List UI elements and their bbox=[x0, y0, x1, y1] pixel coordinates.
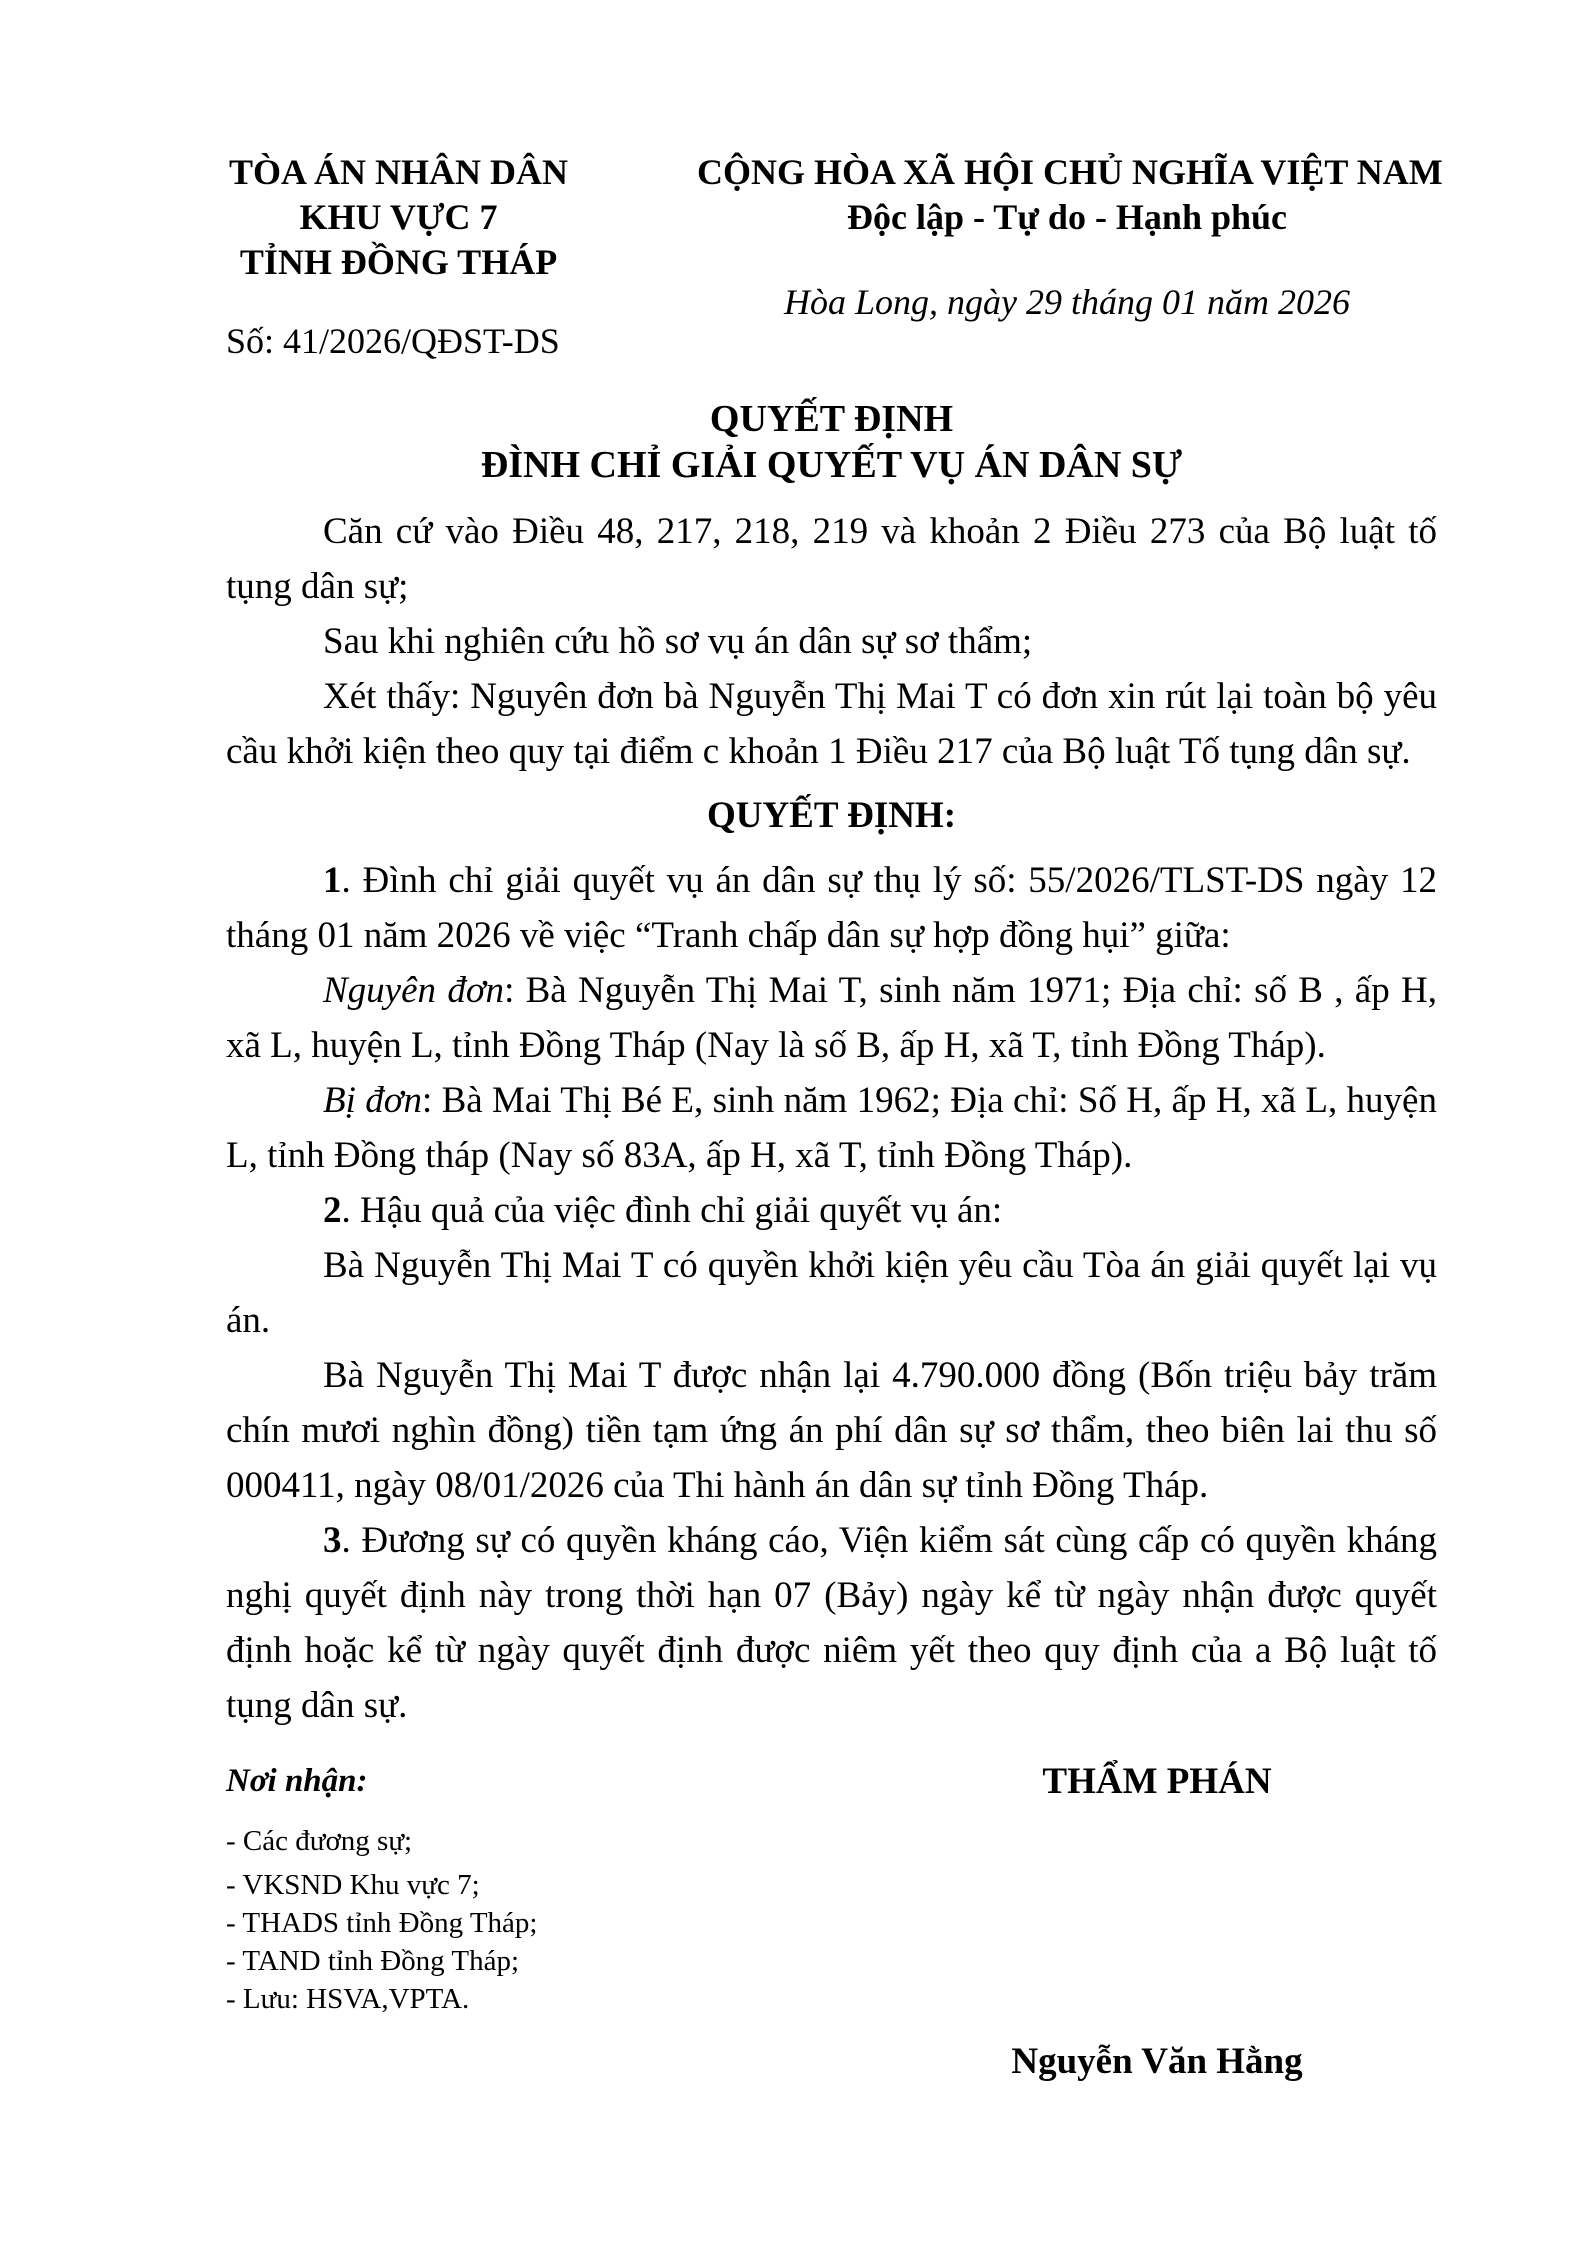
paragraph bbox=[226, 1238, 1437, 1348]
document-body bbox=[226, 504, 1437, 1733]
paragraph bbox=[226, 614, 1437, 669]
recipient-item: - Lưu: HSVA,VPTA. bbox=[226, 1983, 470, 2015]
text-segment: Nguyên đơn bbox=[323, 970, 505, 1011]
text-segment: 3 bbox=[323, 1520, 342, 1561]
place-date: Hòa Long, ngày 29 tháng 01 năm 2026 bbox=[784, 282, 1350, 322]
national-motto: Độc lập - Tự do - Hạnh phúc bbox=[846, 197, 1288, 237]
text-segment: . Đương sự có quyền kháng cáo, Viện kiểm sát cùng cấp có quyền kháng nghị quyết định này trong thời hạn 07 (Bảy) ngày kể từ ngày nhận được quyết định hoặc kể từ ngày quyết định được niêm yết theo quy định của a Bộ luật tố tụng dân sự. bbox=[226, 1520, 1437, 1726]
text-segment: 1 bbox=[323, 860, 342, 901]
text-segment: 2 bbox=[323, 1190, 342, 1231]
recipient-item: - THADS tỉnh Đồng Tháp; bbox=[226, 1907, 538, 1939]
judge-title: THẨM PHÁN bbox=[1042, 1761, 1272, 1802]
text-segment: Bà Nguyễn Thị Mai T được nhận lại 4.790.000 đồng (Bốn triệu bảy trăm chín mươi nghìn đồng) tiền tạm ứng án phí dân sự sơ thẩm, theo biên lai thu số 000411, ngày 08/01/2026 của Thi hành án dân sự tỉnh Đồng Tháp. bbox=[226, 1355, 1437, 1506]
text-segment: . Đình chỉ giải quyết vụ án dân sự thụ lý số: 55/2026/TLST-DS ngày 12 tháng 01 năm 2026 về việc “Tranh chấp dân sự hợp đồng hụi” giữa: bbox=[226, 860, 1437, 956]
issuing-authority-block bbox=[226, 150, 571, 364]
paragraph bbox=[226, 504, 1437, 614]
paragraph bbox=[226, 963, 1437, 1073]
paragraph bbox=[226, 853, 1437, 963]
decision-title: QUYẾT ĐỊNH bbox=[709, 398, 954, 440]
text-segment: . Hậu quả của việc đình chỉ giải quyết vụ án: bbox=[341, 1190, 1003, 1231]
document-footer bbox=[226, 1759, 1437, 2084]
paragraph bbox=[226, 1073, 1437, 1183]
decision-subtitle: ĐÌNH CHỈ GIẢI QUYẾT VỤ ÁN DÂN SỰ bbox=[480, 444, 1183, 486]
text-segment: Sau khi nghiên cứu hồ sơ vụ án dân sự sơ thẩm; bbox=[323, 621, 1033, 662]
recipient-item: - TAND tỉnh Đồng Tháp; bbox=[226, 1945, 520, 1977]
judge-name: Nguyễn Văn Hằng bbox=[1011, 2041, 1303, 2082]
text-segment: : Bà Nguyễn Thị Mai T, sinh năm 1971; Địa chỉ: số B , ấp H, xã L, huyện L, tỉnh Đồng Tháp (Nay là số B, ấp H, xã T, tỉnh Đồng Tháp). bbox=[226, 970, 1437, 1066]
decision-heading bbox=[226, 788, 1437, 843]
recipients-block bbox=[226, 1759, 877, 2084]
text-segment: Bà Nguyễn Thị Mai T có quyền khởi kiện yêu cầu Tòa án giải quyết lại vụ án. bbox=[226, 1245, 1437, 1341]
signature-block bbox=[877, 1759, 1437, 2084]
paragraph bbox=[226, 1183, 1437, 1238]
recipient-item: - Các đương sự; bbox=[226, 1825, 413, 1857]
paragraph bbox=[226, 1513, 1437, 1733]
paragraph bbox=[226, 1348, 1437, 1513]
national-header-block bbox=[697, 150, 1443, 364]
text-segment: Căn cứ vào Điều 48, 217, 218, 219 và khoản 2 Điều 273 của Bộ luật tố tụng dân sự; bbox=[226, 511, 1437, 607]
text-segment: Xét thấy: Nguyên đơn bà Nguyễn Thị Mai T có đơn xin rút lại toàn bộ yêu cầu khởi kiện theo quy tại điểm c khoản 1 Điều 217 của Bộ luật Tố tụng dân sự. bbox=[226, 676, 1437, 772]
text-segment: QUYẾT ĐỊNH: bbox=[706, 795, 957, 836]
text-segment: : Bà Mai Thị Bé E, sinh năm 1962; Địa chỉ: Số H, ấp H, xã L, huyện L, tỉnh Đồng tháp (Nay số 83A, ấp H, xã T, tỉnh Đồng Tháp). bbox=[226, 1080, 1437, 1176]
text-segment: Bị đơn bbox=[323, 1080, 422, 1121]
recipient-item: - VKSND Khu vực 7; bbox=[226, 1869, 480, 1901]
document-header bbox=[226, 150, 1443, 364]
recipients-label: Nơi nhận: bbox=[226, 1763, 368, 1799]
court-name-line: TỈNH ĐỒNG THÁP bbox=[239, 242, 558, 282]
decision-title-block bbox=[226, 396, 1437, 488]
court-name-line: TÒA ÁN NHÂN DÂN bbox=[228, 152, 568, 192]
paragraph bbox=[226, 669, 1437, 779]
national-title: CỘNG HÒA XÃ HỘI CHỦ NGHĨA VIỆT NAM bbox=[697, 152, 1443, 192]
recipients-list bbox=[226, 1822, 877, 2018]
document-number: Số: 41/2026/QĐST-DS bbox=[226, 321, 560, 361]
court-name-line: KHU VỰC 7 bbox=[299, 197, 498, 237]
